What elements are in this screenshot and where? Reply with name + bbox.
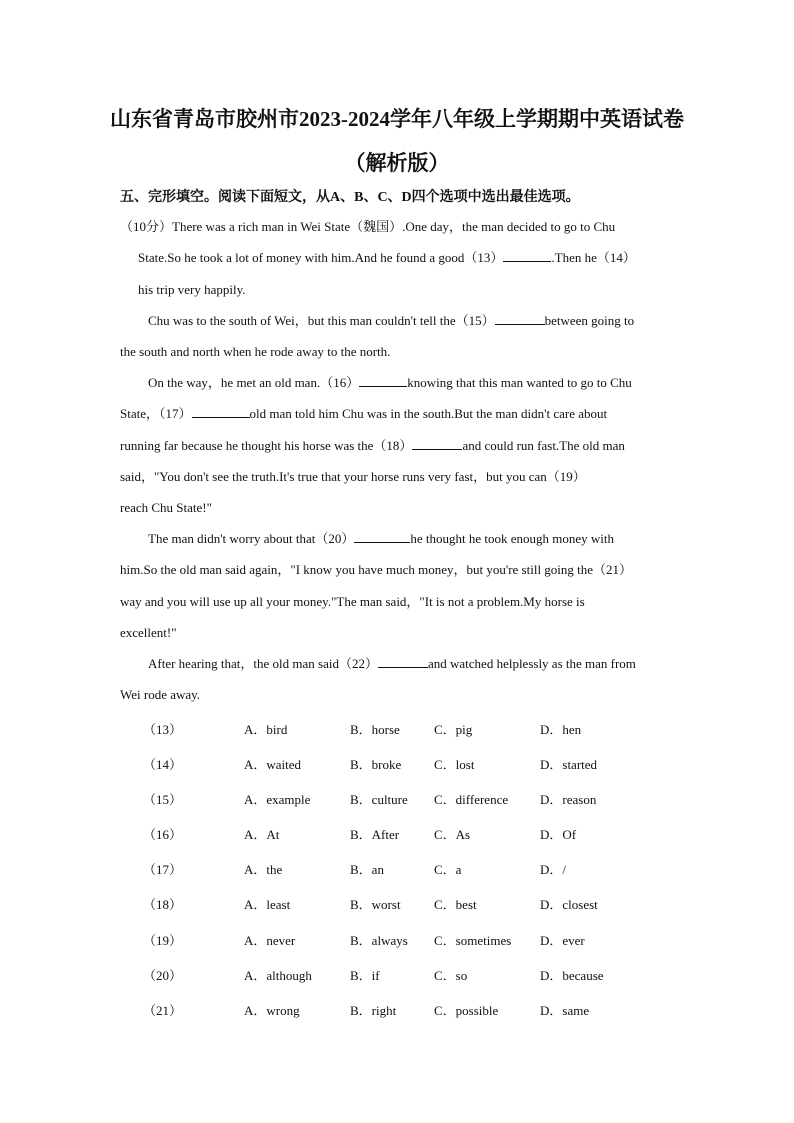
option-b[interactable]: B．broke	[350, 757, 402, 772]
option-a[interactable]: A．waited	[244, 757, 302, 772]
passage-line	[120, 336, 674, 367]
option-a[interactable]: A．least	[244, 897, 291, 912]
passage-line	[120, 430, 674, 461]
passage-paragraph-2	[120, 305, 674, 368]
option-d[interactable]: D．because	[540, 968, 604, 983]
option-d[interactable]: D．started	[540, 757, 598, 772]
option-c[interactable]: C．sometimes	[434, 933, 512, 948]
passage-text: the south and north when he rode away to the north.	[120, 344, 391, 360]
passage-text: The man didn't worry about that（20）	[148, 531, 355, 546]
passage-line	[120, 242, 674, 273]
passage-text: Chu was to the south of Wei，but this man couldn't tell the（15）	[148, 313, 495, 328]
option-b[interactable]: B．right	[350, 1003, 397, 1018]
passage-text: After hearing that，the old man said（22）	[148, 656, 378, 671]
passage-text: On the way，he met an old man.（16）	[148, 375, 360, 390]
passage-line	[120, 586, 674, 617]
question-number: （18）	[143, 897, 183, 912]
passage-text: running far because he thought his horse was the（18）	[120, 437, 413, 453]
passage-text: State，（17）	[120, 406, 192, 422]
option-c[interactable]: C．so	[434, 968, 468, 983]
question-number: （15）	[143, 792, 183, 807]
passage-paragraph-3	[120, 367, 674, 523]
option-row	[0, 894, 794, 914]
passage-text: his trip very happily.	[138, 281, 246, 297]
passage-text: and watched helplessly as the man from	[427, 656, 636, 671]
option-row	[0, 930, 794, 950]
passage-text: said，"You don't see the truth.It's true that your horse runs very fast，but you can（19）	[120, 468, 586, 484]
option-c[interactable]: C．best	[434, 897, 477, 912]
option-d[interactable]: D．ever	[540, 933, 585, 948]
passage-text: （10分）There was a rich man in Wei State（魏国）.One day，the man decided to go to Chu	[120, 219, 616, 234]
passage-line	[120, 648, 674, 679]
question-number: （19）	[143, 933, 183, 948]
option-d[interactable]: D．closest	[540, 897, 598, 912]
passage-line	[120, 554, 674, 585]
passage-text: .Then he（14）	[551, 250, 636, 266]
passage-paragraph-1	[120, 211, 674, 305]
option-row	[0, 859, 794, 879]
option-c[interactable]: C．lost	[434, 757, 475, 772]
passage-line	[120, 679, 674, 710]
option-b[interactable]: B．worst	[350, 897, 401, 912]
passage-paragraph-4	[120, 523, 674, 648]
option-d[interactable]: D．reason	[540, 792, 597, 807]
option-b[interactable]: B．always	[350, 933, 408, 948]
passage-text: excellent!"	[120, 624, 177, 640]
option-row	[0, 719, 794, 739]
passage-text: and could run fast.The old man	[462, 437, 625, 453]
option-row	[0, 1000, 794, 1020]
option-row	[0, 754, 794, 774]
answer-blank-18	[412, 435, 462, 450]
passage-paragraph-5	[120, 648, 674, 711]
section-heading: 五、完形填空。阅读下面短文，从A、B、C、D四个选项中选出最佳选项。	[120, 190, 580, 205]
question-number: （21）	[143, 1003, 183, 1018]
option-a[interactable]: A．At	[244, 827, 280, 842]
question-number: （16）	[143, 827, 183, 842]
passage-line	[120, 492, 674, 523]
answer-blank-22	[378, 653, 428, 668]
passage-text: old man told him Chu was in the south.But the man didn't care about	[249, 406, 608, 422]
answer-blank-16	[359, 372, 407, 387]
passage-line	[120, 461, 674, 492]
option-c[interactable]: C．pig	[434, 722, 473, 737]
option-a[interactable]: A．example	[244, 792, 311, 807]
passage-text: way and you will use up all your money."The man said，"It is not a problem.My horse is	[120, 593, 585, 609]
answer-blank-17	[192, 403, 250, 418]
passage-text: between going to	[544, 313, 635, 328]
option-b[interactable]: B．if	[350, 968, 380, 983]
option-row	[0, 789, 794, 809]
option-row	[0, 824, 794, 844]
option-a[interactable]: A．the	[244, 862, 283, 877]
passage-text: knowing that this man wanted to go to Chu	[407, 375, 632, 390]
passage-line	[120, 617, 674, 648]
option-a[interactable]: A．wrong	[244, 1003, 300, 1018]
passage-text: he thought he took enough money with	[410, 531, 614, 546]
question-number: （20）	[143, 968, 183, 983]
passage-text: Wei rode away.	[120, 687, 201, 703]
passage-line	[120, 523, 674, 554]
option-d[interactable]: D．Of	[540, 827, 577, 842]
question-number: （14）	[143, 757, 183, 772]
option-c[interactable]: C．As	[434, 827, 471, 842]
option-b[interactable]: B．horse	[350, 722, 400, 737]
page-title: 山东省青岛市胶州市2023-2024学年八年级上学期期中英语试卷	[110, 107, 684, 131]
passage-text: State.So he took a lot of money with him.And he found a good（13）	[138, 250, 504, 266]
passage-line	[120, 398, 674, 429]
passage-line	[120, 211, 674, 242]
page-subtitle: （解析版）	[344, 151, 450, 175]
answer-blank-13	[503, 247, 551, 262]
option-d[interactable]: D．hen	[540, 722, 582, 737]
option-row	[0, 965, 794, 985]
question-number: （17）	[143, 862, 183, 877]
option-c[interactable]: C．possible	[434, 1003, 499, 1018]
option-b[interactable]: B．culture	[350, 792, 408, 807]
passage-line	[120, 305, 674, 336]
answer-blank-20	[354, 528, 410, 543]
passage-text: reach Chu State!"	[120, 500, 212, 516]
option-a[interactable]: A．bird	[244, 722, 288, 737]
option-a[interactable]: A．never	[244, 933, 296, 948]
passage-line	[120, 367, 674, 398]
option-c[interactable]: C．a	[434, 862, 462, 877]
answer-blank-15	[495, 310, 545, 325]
option-b[interactable]: B．an	[350, 862, 384, 877]
passage-line	[120, 274, 674, 305]
option-a[interactable]: A．although	[244, 968, 312, 983]
option-d[interactable]: D．same	[540, 1003, 590, 1018]
option-b[interactable]: B．After	[350, 827, 400, 842]
option-c[interactable]: C．difference	[434, 792, 509, 807]
passage-text: him.So the old man said again，"I know you have much money，but you're still going the（21）	[120, 562, 633, 578]
option-d[interactable]: D．/	[540, 862, 567, 877]
question-number: （13）	[143, 722, 183, 737]
